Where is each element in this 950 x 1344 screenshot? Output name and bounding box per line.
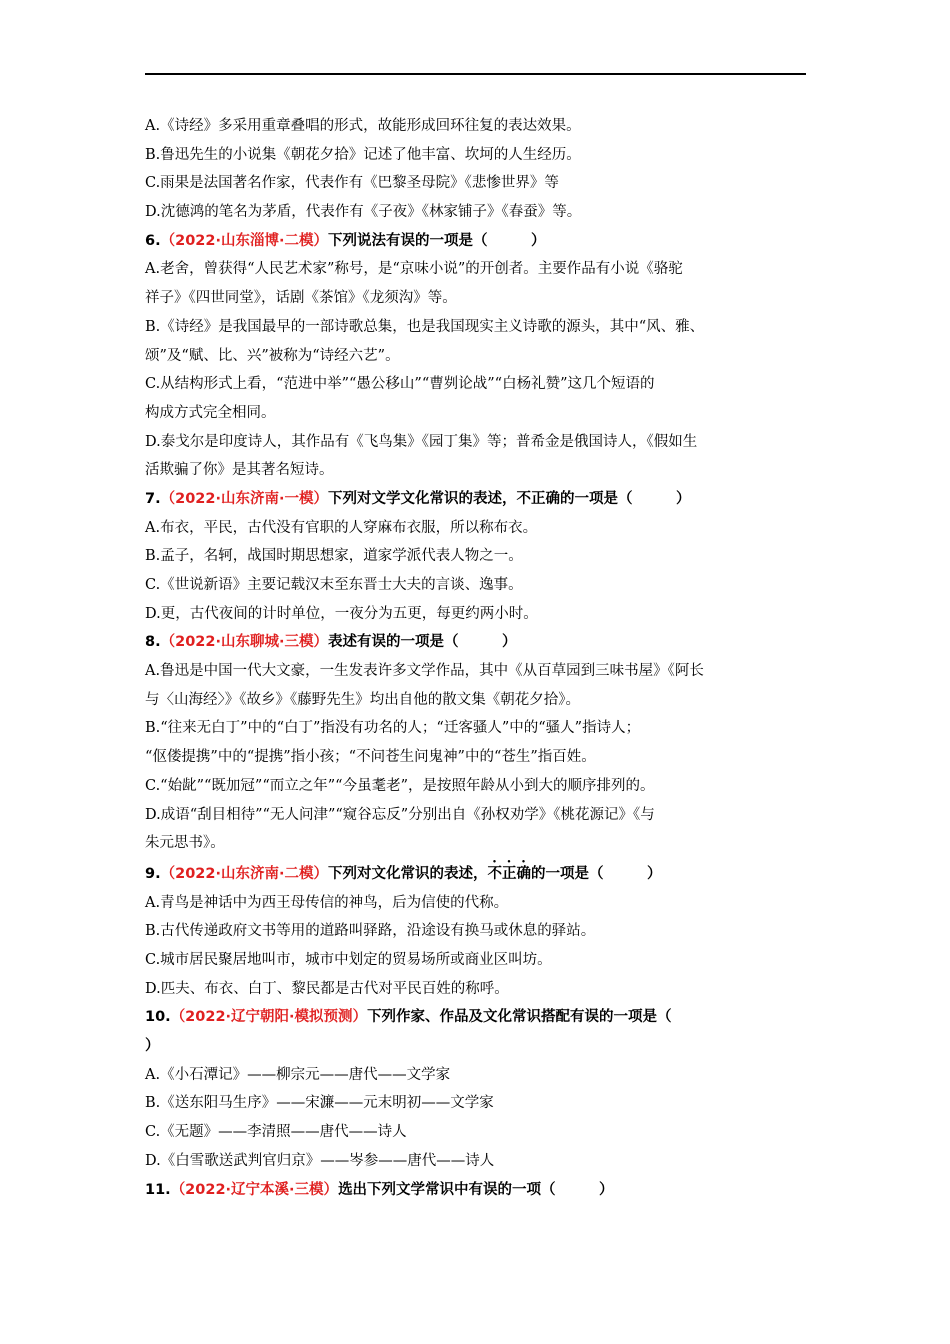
option-c-line1: C.从结构形式上看，“范进中举”“愚公移山”“曹刿论战”“白杨礼赞”这几个短语的 <box>145 376 655 393</box>
option-c: C.《无题》——李清照——唐代——诗人 <box>145 1124 407 1141</box>
header-rule <box>145 73 806 75</box>
option-b: B.孟子，名轲，战国时期思想家，道家学派代表人物之一。 <box>145 548 523 565</box>
option-a: A.《诗经》多采用重章叠唱的形式，故能形成回环往复的表达效果。 <box>145 118 581 134</box>
question-text: 下列说法有误的一项是（ ） <box>327 232 546 249</box>
question-number: 9. <box>145 865 161 882</box>
question-source: （2022·辽宁朝阳·模拟预测） <box>170 1009 368 1026</box>
option-b-line1: B.《诗经》是我国最早的一部诗歌总集，也是我国现实主义诗歌的源头，其中“风、雅、 <box>145 318 705 335</box>
question-10 <box>145 1003 810 1175</box>
question-text: 选出下列文学常识中有误的一项（ ） <box>338 1181 614 1198</box>
option-c: C.雨果是法国著名作家，代表作有《巴黎圣母院》《悲惨世界》等 <box>145 175 559 192</box>
question-6-stem <box>145 227 810 256</box>
question-text: 下列对文学文化常识的表述，不正确的一项是（ ） <box>327 490 691 507</box>
option-b-line2: 颂”及“赋、比、兴”被称为“诗经六艺”。 <box>145 347 400 364</box>
question-7 <box>145 485 810 628</box>
question-10-stem-cont: ） <box>145 1038 160 1055</box>
option-b: B.《送东阳马生序》——宋濂——元末明初——文学家 <box>145 1095 494 1112</box>
option-c: C.“始龀”“既加冠”“而立之年”“今虽耄老”，是按照年龄从小到大的顺序排列的。 <box>145 777 655 794</box>
option-d-line1: D.成语“刮目相待”“无人问津”“窥谷忘反”分别出自《孙权劝学》《桃花源记》《与 <box>145 806 655 823</box>
option-a: A.《小石潭记》——柳宗元——唐代——文学家 <box>145 1066 451 1083</box>
question-8 <box>145 628 810 858</box>
option-d: D.沈德鸿的笔名为茅盾，代表作有《子夜》《林家铺子》《春蚕》等。 <box>145 204 582 221</box>
question-number: 6. <box>145 232 161 249</box>
question-text: 下列对文化常识的表述， <box>327 865 488 882</box>
option-a-line1: A.老舍，曾获得“人民艺术家”称号，是“京味小说”的开创者。主要作品有小说《骆驼 <box>145 261 683 278</box>
question-10-stem <box>145 1003 810 1032</box>
option-b-line1: B.“往来无白丁”中的“白丁”指没有功名的人；“迁客骚人”中的“骚人”指诗人； <box>145 720 641 737</box>
prev-question-options <box>145 112 810 227</box>
question-text: 表述有误的一项是（ ） <box>327 634 517 651</box>
question-number: 8. <box>145 634 161 651</box>
question-text-end: 的一项是（ ） <box>530 865 662 882</box>
option-d: D.《白雪歌送武判官归京》——岑参——唐代——诗人 <box>145 1152 495 1169</box>
option-c: C.《世说新语》主要记载汉末至东晋士大夫的言谈、逸事。 <box>145 577 523 594</box>
question-source: （2022·山东济南·一模） <box>160 490 328 507</box>
option-d-line1: D.泰戈尔是印度诗人，其作品有《飞鸟集》《园丁集》等；普希金是俄国诗人，《假如生 <box>145 433 698 450</box>
option-c-line2: 构成方式完全相同。 <box>145 404 276 421</box>
option-d-line2: 活欺骗了你》是其著名短诗。 <box>145 462 334 479</box>
option-a: A.青鸟是神话中为西王母传信的神鸟，后为信使的代称。 <box>145 894 509 911</box>
option-a: A.布衣，平民，古代没有官职的人穿麻布衣服，所以称布衣。 <box>145 519 538 536</box>
question-11-stem <box>145 1176 810 1205</box>
question-6 <box>145 227 810 485</box>
document-body <box>145 112 810 1204</box>
question-text: 下列作家、作品及文化常识搭配有误的一项是（ <box>367 1009 672 1026</box>
question-8-stem <box>145 628 810 657</box>
question-9 <box>145 858 810 1003</box>
option-d-line2: 朱元思书》。 <box>145 835 225 852</box>
option-d: D.匹夫、布衣、白丁、黎民都是古代对平民百姓的称呼。 <box>145 980 509 997</box>
question-number: 10. <box>145 1009 171 1026</box>
question-11 <box>145 1176 810 1205</box>
option-a-line1: A.鲁迅是中国一代大文豪，一生发表许多文学作品，其中《从百草园到三味书屋》《阿长 <box>145 663 704 680</box>
option-d: D.更，古代夜间的计时单位，一夜分为五更，每更约两小时。 <box>145 605 538 622</box>
option-b: B.古代传递政府文书等用的道路叫驿路，沿途设有换马或休息的驿站。 <box>145 923 596 940</box>
emphasized-text: 不正确 <box>487 865 531 882</box>
option-b-line2: “伛偻提携”中的“提携”指小孩；“不问苍生问鬼神”中的“苍生”指百姓。 <box>145 749 596 766</box>
question-source: （2022·山东淄博·二模） <box>160 232 328 249</box>
question-number: 11. <box>145 1181 171 1198</box>
option-c: C.城市居民聚居地叫市，城市中划定的贸易场所或商业区叫坊。 <box>145 952 552 968</box>
question-7-stem <box>145 485 810 514</box>
option-b: B.鲁迅先生的小说集《朝花夕拾》记述了他丰富、坎坷的人生经历。 <box>145 146 581 163</box>
question-source: （2022·山东济南·二模） <box>160 865 328 882</box>
question-number: 7. <box>145 490 161 507</box>
question-source: （2022·山东聊城·三模） <box>160 634 328 651</box>
option-a-line2: 祥子》《四世同堂》，话剧《茶馆》《龙须沟》等。 <box>145 290 457 307</box>
option-a-line2: 与〈山海经〉》《故乡》《藤野先生》均出自他的散文集《朝花夕拾》。 <box>145 691 580 708</box>
question-9-stem <box>145 858 810 889</box>
question-source: （2022·辽宁本溪·三模） <box>170 1181 339 1198</box>
